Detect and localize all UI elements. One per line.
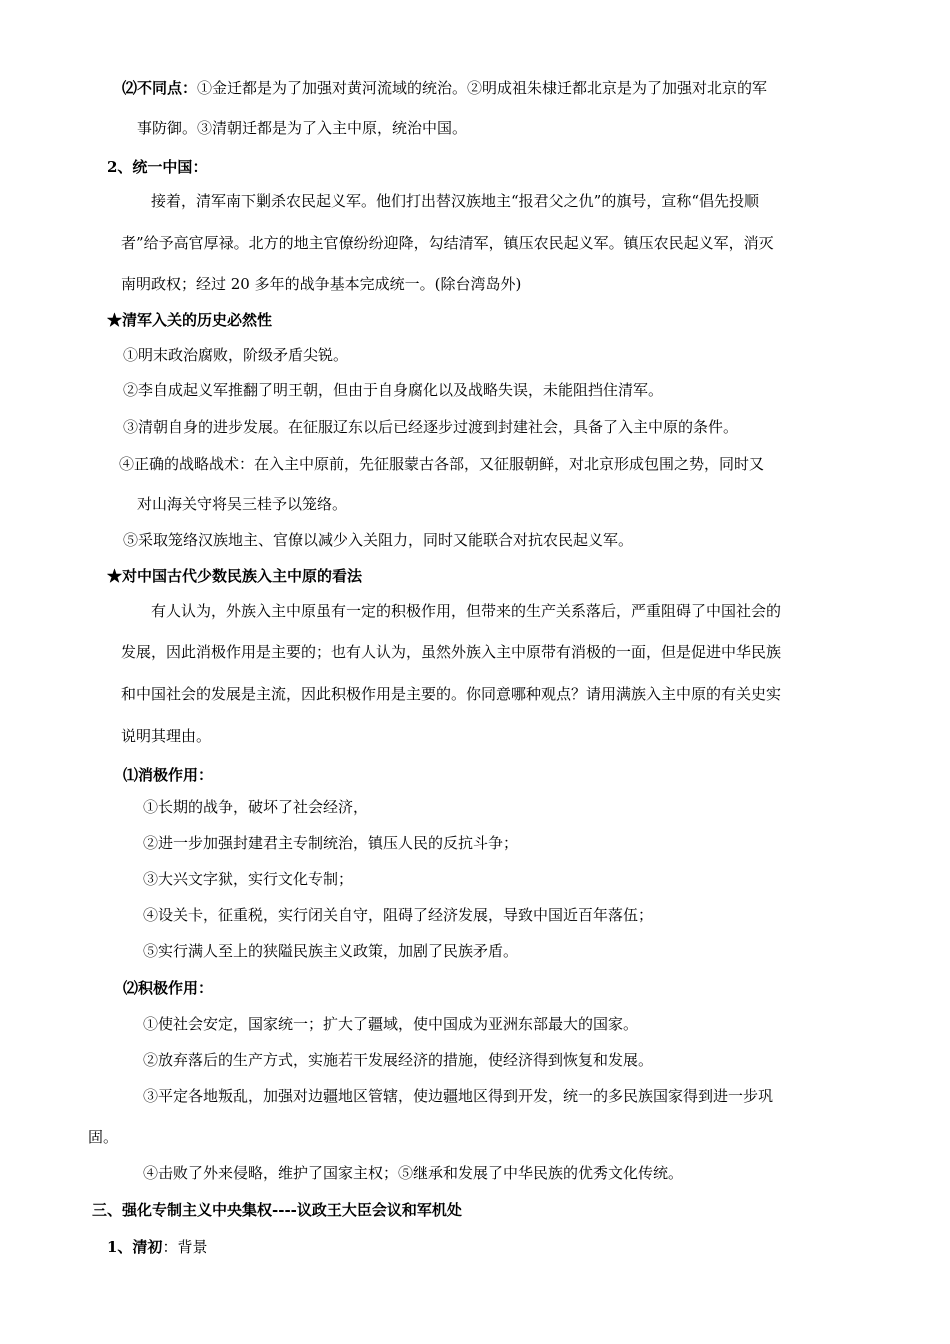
list-item: ⑤实行满人至上的狭隘民族主义政策，加剧了民族矛盾。: [143, 942, 519, 960]
paragraph-line: 有人认为，外族入主中原虽有一定的积极作用，但带来的生产关系落后，严重阻碍了中国社会的: [151, 602, 782, 620]
paragraph-line: 者”给予高官厚禄。北方的地主官僚纷纷迎降，勾结清军，镇压农民起义军。镇压农民起义军，消灭: [121, 234, 774, 252]
paragraph-line: 和中国社会的发展是主流，因此积极作用是主要的。你同意哪种观点？请用满族入主中原的有关史实: [121, 685, 782, 703]
list-item: ②李自成起义军推翻了明王朝，但由于自身腐化以及战略失误，未能阻挡住清军。: [123, 381, 664, 399]
list-item: ①使社会安定，国家统一；扩大了疆域，使中国成为亚洲东部最大的国家。: [143, 1015, 639, 1033]
list-item: ②进一步加强封建君主专制统治，镇压人民的反抗斗争；: [143, 834, 519, 852]
list-item: ②放弃落后的生产方式，实施若干发展经济的措施，使经济得到恢复和发展。: [143, 1051, 654, 1069]
section-heading-necessity: ★清军入关的历史必然性: [107, 311, 273, 329]
list-item: ⑤采取笼络汉族地主、官僚以减少入关阻力，同时又能联合对抗农民起义军。: [123, 531, 634, 549]
diff-label: ⑵不同点：: [122, 79, 198, 97]
section-heading-views: ★对中国古代少数民族入主中原的看法: [107, 567, 363, 585]
diff-text-1: ①金迁都是为了加强对黄河流域的统治。②明成祖朱棣迁都北京是为了加强对北京的军: [197, 79, 768, 97]
diff-line-2: 事防御。③清朝迁都是为了入主中原，统治中国。: [137, 119, 468, 137]
list-item: ①长期的战争，破坏了社会经济，: [143, 798, 369, 816]
subsection-text: ：背景: [162, 1238, 208, 1256]
subsection-line: [107, 1237, 207, 1257]
list-item: ④正确的战略战术：在入主中原前，先征服蒙古各部，又征服朝鲜，对北京形成包围之势，同时又: [119, 455, 765, 473]
subheading-positive: ⑵积极作用：: [123, 979, 214, 997]
list-item: ③平定各地叛乱，加强对边疆地区管辖，使边疆地区得到开发，统一的多民族国家得到进一步巩: [143, 1087, 774, 1105]
list-item: ④设关卡，征重税，实行闭关自守，阻碍了经济发展，导致中国近百年落伍；: [143, 906, 654, 924]
diff-line-1: [122, 78, 767, 98]
list-item: ①明末政治腐败，阶级矛盾尖锐。: [123, 346, 349, 364]
subheading-negative: ⑴消极作用：: [123, 766, 214, 784]
paragraph-line: 说明其理由。: [121, 727, 212, 745]
section-heading-unify: 2、统一中国：: [107, 158, 208, 176]
paragraph-line: 南明政权；经过 20 多年的战争基本完成统一。(除台湾岛外): [121, 275, 522, 293]
paragraph-line: 接着，清军南下剿杀农民起义军。他们打出替汉族地主“报君父之仇”的旗号，宣称“倡先投顺: [151, 192, 760, 210]
paragraph-line: 发展，因此消极作用是主要的；也有人认为，虽然外族入主中原带有消极的一面，但是促进中华民族: [121, 643, 782, 661]
list-item: ③大兴文字狱，实行文化专制；: [143, 870, 354, 888]
list-item: ④击败了外来侵略，维护了国家主权；⑤继承和发展了中华民族的优秀文化传统。: [143, 1164, 684, 1182]
subsection-label: 1、清初: [107, 1238, 163, 1256]
section-heading-three: 三、强化专制主义中央集权----议政王大臣会议和军机处: [92, 1201, 462, 1219]
list-item-continuation: 固。: [88, 1128, 119, 1146]
list-item: ③清朝自身的进步发展。在征服辽东以后已经逐步过渡到封建社会，具备了入主中原的条件。: [123, 418, 739, 436]
list-item-continuation: 对山海关守将吴三桂予以笼络。: [137, 495, 348, 513]
